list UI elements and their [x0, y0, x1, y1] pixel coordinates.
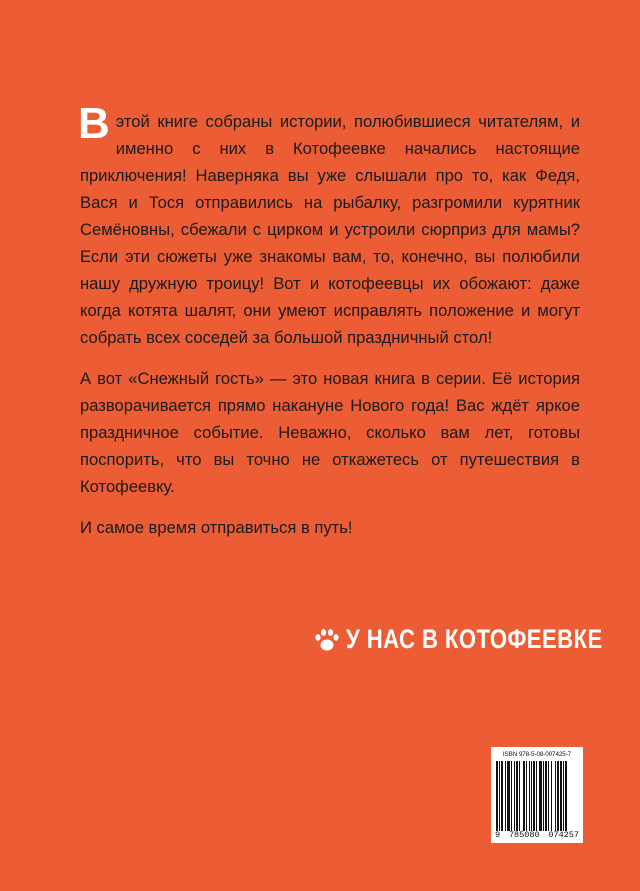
- barcode-stripe: [563, 761, 564, 831]
- barcode-stripe: [511, 761, 512, 831]
- barcode-stripe: [526, 761, 527, 831]
- barcode-stripe: [514, 761, 515, 831]
- paragraph-1: [78, 99, 580, 351]
- barcode-stripe: [523, 761, 525, 831]
- barcode-stripe: [543, 761, 544, 831]
- barcode-stripe: [557, 761, 559, 831]
- barcode-stripe: [507, 761, 510, 831]
- series-logo: [314, 624, 640, 655]
- barcode-stripe: [531, 761, 532, 831]
- paw-icon: [314, 628, 340, 652]
- barcode-stripe: [533, 761, 535, 831]
- annotation-text: [78, 99, 580, 555]
- barcode-stripe: [499, 761, 500, 831]
- barcode-stripe: [548, 761, 549, 831]
- barcode-digit-lead: 9: [495, 830, 501, 840]
- barcode: [491, 747, 583, 843]
- barcode-bars: [495, 761, 579, 831]
- barcode-stripe: [516, 761, 518, 831]
- drop-cap: В: [78, 99, 110, 148]
- barcode-stripe: [551, 761, 552, 831]
- barcode-stripe: [529, 761, 530, 831]
- paragraph-2: А вот «Снежный гость» — это новая книга в серии. Её история разворачивается прямо накануне Нового года! Вас ждёт яркое праздничное событие. Неважно, сколько вам лет, готовы поспорить, что вы точно не откажетесь от путешествия в Котофеевку.: [80, 369, 580, 496]
- barcode-stripe: [496, 761, 498, 831]
- paragraph-3: И самое время отправиться в путь!: [80, 518, 353, 537]
- paragraph-1-text: этой книге собраны истории, полюбившиеся читателям, и именно с них в Котофеевке начались настоящие приключения! Наверняка вы уже слышали про то, как Федя, Вася и Тося отправились на рыбалку, разгромили курятник Семёновны, сбежали с цирком и устроили сюрприз для мамы? Если эти сюжеты уже знакомы вам, то, конечно, вы полюбили нашу дружную троицу! Вот и котофеевцы их обожают: даже когда котята шалят, они умеют исправлять положение и могут собрать всех соседей за большой праздничный стол!: [80, 112, 580, 347]
- barcode-stripe: [555, 761, 556, 831]
- barcode-stripe: [536, 761, 537, 831]
- barcode-stripe: [505, 761, 506, 831]
- barcode-digits: [495, 831, 579, 840]
- barcode-stripe: [565, 761, 567, 831]
- barcode-stripe: [539, 761, 542, 831]
- barcode-stripe: [501, 761, 503, 831]
- isbn-label: ISBN 978-5-08-007425-7: [502, 751, 572, 758]
- barcode-digits-right: 074257: [548, 830, 579, 840]
- barcode-stripe: [560, 761, 562, 831]
- series-title: У НАС В КОТОФЕЕВКЕ: [346, 624, 603, 654]
- barcode-stripe: [545, 761, 547, 831]
- barcode-stripe: [519, 761, 520, 831]
- barcode-digits-left: 785080: [508, 830, 540, 840]
